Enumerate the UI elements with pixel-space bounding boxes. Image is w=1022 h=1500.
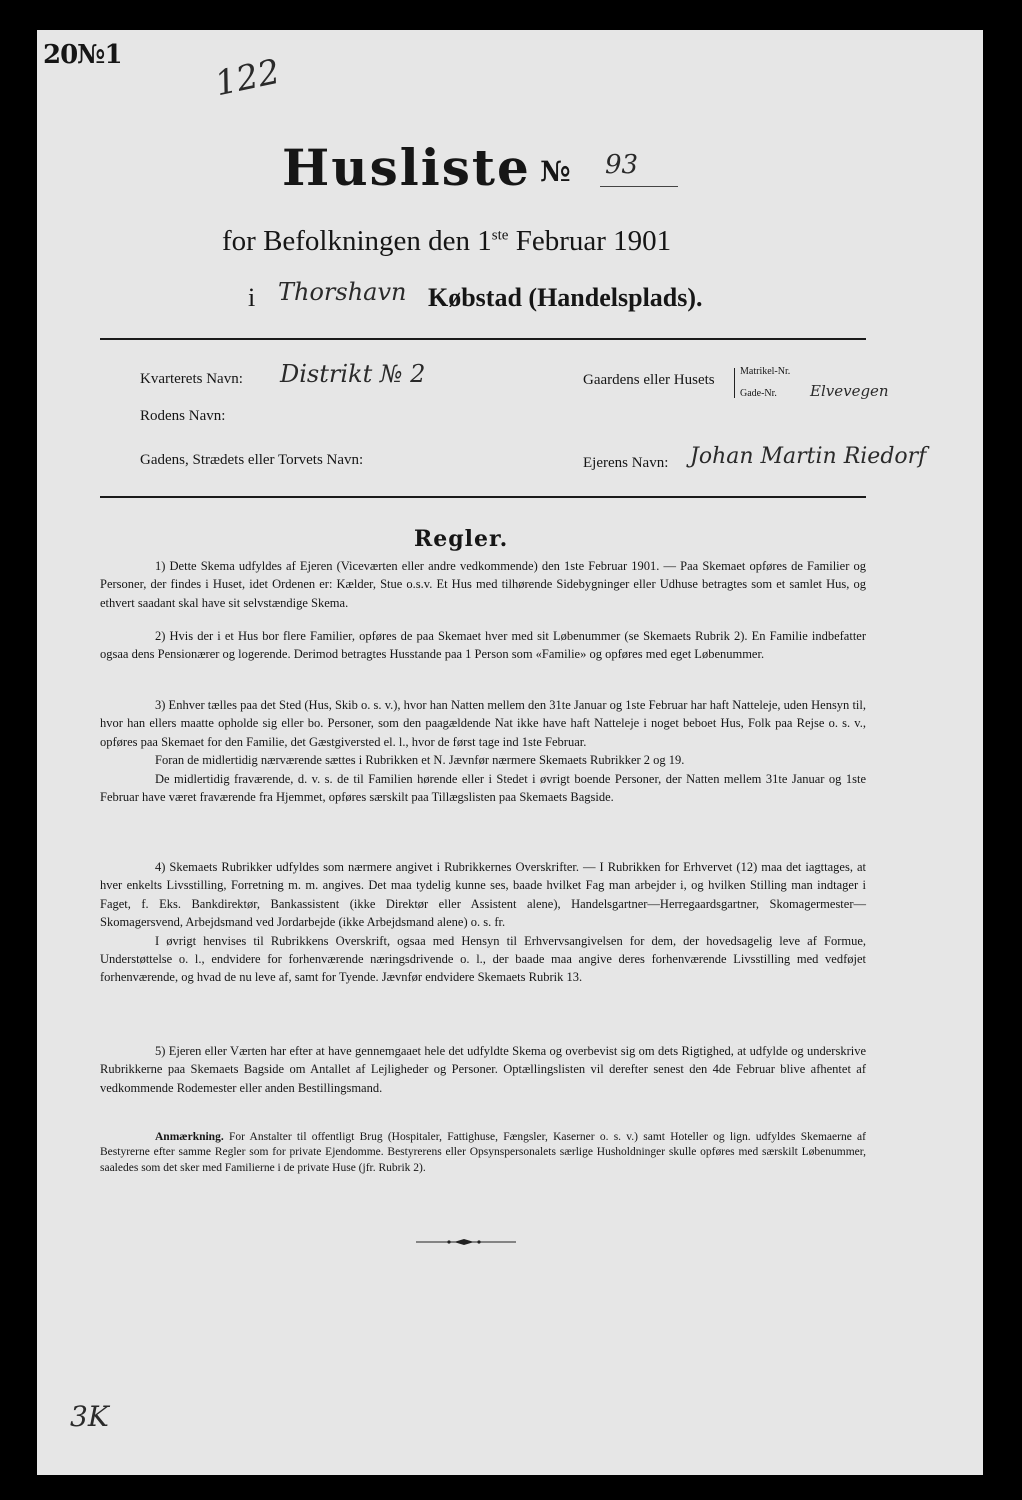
rule-5: 5) Ejeren eller Værten har efter at have gennemgaaet hele det udfyldte Skema og overbevist sig om dets Rigtighed, at udfylde og underskrive Rubrikkerne paa Skemaets Bagside om Antallet af Lejligheder og Personer. Optællingslisten vil derefter senest den 4de Februar blive afhentet af vedkommende Rodemester eller anden Bestillingsmand. (100, 1044, 866, 1095)
kobstad-label: Købstad (Handelsplads). (428, 283, 703, 312)
rule-bottom (100, 496, 866, 498)
rule-1: 1) Dette Skema udfyldes af Ejeren (Viceværten eller andre vedkommende) den 1ste Februar 1901. — Paa Skemaet opføres de Familier og Personer, der findes i Huset, idet Ordenen er: Kælder, Stue o.s.v. Et Hus med tilhørende Sidebygninger eller Udhuse betragtes som et samlet Hus, og ethvert saadant skal have sit selvstændige Skema. (100, 559, 866, 610)
rule-2: 2) Hvis der i et Hus bor flere Familier, opføres de paa Skemaet hver med sit Løbenummer (se Skemaets Rubrik 2). En Familie indbefatter ogsaa dens Pensionærer og logerende. Derimod betragtes Husstande paa 1 Person som «Familie» og opføres med eget Løbenummer. (100, 629, 866, 662)
rule-4: 4) Skemaets Rubrikker udfyldes som nærmere angivet i Rubrikkernes Overskrifter. — I Rubrikken for Erhvervet (12) maa det iagttages, at hver enkelts Livsstilling, Forretning m. m. angives. Det maa tydelig kunne ses, baade hvilket Fag man arbejder i, og hvilken Stilling man indtager i Faget, f. Eks. Bankdirektør, Bankassistent (ikke Direktør eller Assistent alene), Handelsgartner—Herregaardsgartner, Skomagermester—Skomagersvend, Arbejdsmand ved Jordarbejde (ikke Arbejdsmand alene) o. s. fr. I øvrigt henvises til Rubrikkens Overskrift, ogsaa med Hensyn til Erhvervsangivelsen for dem, der hovedsagelig leve af Formue, Understøttelse o. l., endvidere for forhenværende næringsdrivende o. l., der baade maa angive deres forhenværende Livsstilling med vedføjet forhenværende, og hvad de nu leve af, samt for Tyende. Jævnfør endvidere Skemaets Rubrik 13. (100, 860, 866, 985)
house-label: Gaardens eller Husets (583, 372, 715, 388)
list-number-underline (600, 186, 678, 187)
number-sign: № (540, 155, 571, 188)
subtitle: for Befolkningen den 1ste Februar 1901 (222, 225, 672, 257)
owner-label: Ejerens Navn: (583, 455, 669, 471)
list-number-handwritten: 93 (605, 150, 639, 180)
quarter-handwritten: Distrikt № 2 (280, 360, 426, 388)
rules-heading: Regler. (414, 526, 509, 552)
house-brace (734, 368, 735, 398)
page-title: Husliste (282, 138, 531, 197)
gade-label: Gade-Nr. (740, 388, 777, 399)
gade-handwritten: Elvevegen (810, 382, 889, 400)
town-prefix: i (248, 283, 256, 312)
owner-handwritten: Johan Martin Riedorf (690, 444, 927, 469)
street-label: Gadens, Strædets eller Torvets Navn: (140, 452, 364, 468)
remark: Anmærkning. For Anstalter til offentligt Brug (Hospitaler, Fattighuse, Fængsler, Kaserner o. s. v.) samt Hoteller og lign. udfyldes Skemaerne af Bestyrerne efter samme Regler som for private Ejendomme. Bestyrerens eller Opsynspersonalets særlige Husholdninger skulle opføres med særskilt Løbenummer, saaledes som det sker med Familierne i de private Huse (jfr. Rubrik 2). (100, 1131, 866, 1174)
archive-number-handwritten: 122 (211, 51, 284, 105)
ornament-divider (416, 1236, 516, 1248)
town-handwritten: Thorshavn (278, 278, 407, 306)
rule-3: 3) Enhver tælles paa det Sted (Hus, Skib o. s. v.), hvor han Natten mellem den 31te Januar og 1ste Februar har haft Natteleje, uden Hensyn til, hvor han ellers maatte opholde sig eller bo. Personer, som den paagældende Nat ikke have haft Natteleje i noget beboet Hus, Folk paa Rejse o. s. v., opføres paa Skemaet for den Familie, det Gæstgiversted el. l., hvor de først tage ind 1ste Februar. Foran de midlertidig nærværende sættes i Rubrikken et N. Jævnfør nærmere Skemaets Rubrikker 2 og 19. De midlertidig fraværende, d. v. s. de til Familien hørende eller i Stedet i øvrigt boende Personer, der Natten mellem 31te Januar og 1ste Februar have været fraværende fra Hjemmet, opføres særskilt paa Tillægslisten paa Skemaets Bagside. (100, 698, 866, 805)
matrikel-label: Matrikel-Nr. (740, 366, 791, 377)
rode-label: Rodens Navn: (140, 408, 226, 424)
quarter-label: Kvarterets Navn: (140, 371, 243, 387)
archive-stamp: 20№1 (43, 40, 122, 70)
bottom-left-handwritten: 3K (70, 1400, 109, 1433)
rule-top (100, 338, 866, 340)
